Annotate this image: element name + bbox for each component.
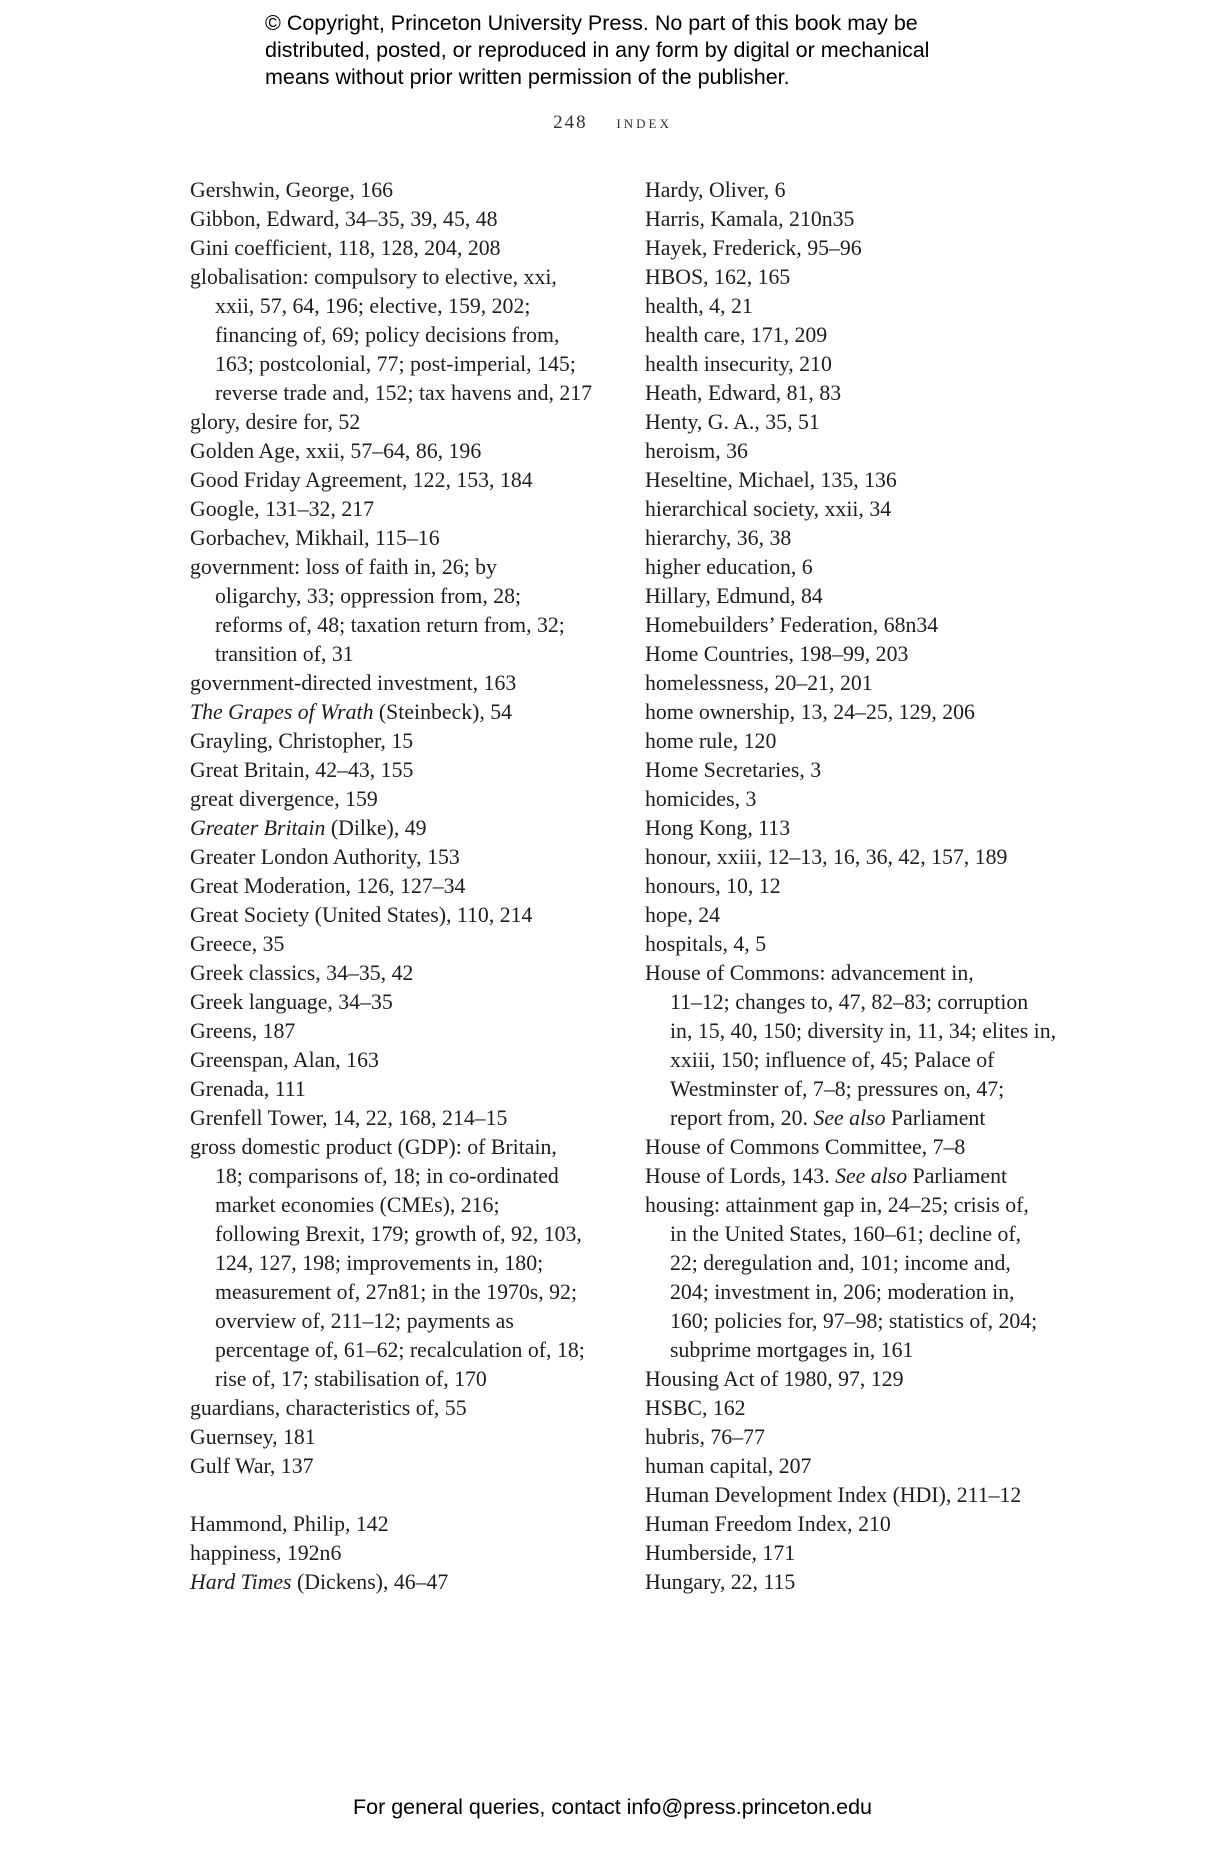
index-entry: Gorbachev, Mikhail, 115–16 bbox=[190, 526, 440, 550]
index-entry: health, 4, 21 bbox=[645, 294, 753, 318]
index-subentry-line: in the United States, 160–61; decline of, bbox=[670, 1222, 1022, 1246]
cross-reference: See also bbox=[813, 1106, 886, 1130]
index-subentry-line: overview of, 211–12; payments as bbox=[215, 1309, 514, 1333]
index-entry: Henty, G. A., 35, 51 bbox=[645, 410, 820, 434]
index-subentry-line: 163; postcolonial, 77; post-imperial, 145; bbox=[215, 352, 576, 376]
index-entry: Grenfell Tower, 14, 22, 168, 214–15 bbox=[190, 1106, 508, 1130]
index-entry: hubris, 76–77 bbox=[645, 1425, 765, 1449]
index-entry: Human Development Index (HDI), 211–12 bbox=[645, 1483, 1022, 1507]
index-entry: Google, 131–32, 217 bbox=[190, 497, 375, 521]
index-entry: home rule, 120 bbox=[645, 729, 777, 753]
entry-text: (Dilke), 49 bbox=[325, 816, 427, 840]
index-subentry-line: oligarchy, 33; oppression from, 28; bbox=[215, 584, 522, 608]
index-entry bbox=[190, 1568, 630, 1597]
running-head bbox=[0, 112, 1225, 134]
copyright-line: distributed, posted, or reproduced in any form by digital or mechanical bbox=[265, 38, 930, 62]
index-entry: Guernsey, 181 bbox=[190, 1425, 316, 1449]
index-subentry-line: xxiii, 150; influence of, 45; Palace of bbox=[670, 1048, 995, 1072]
cross-reference-target: Parliament bbox=[885, 1106, 986, 1130]
index-entry: Hong Kong, 113 bbox=[645, 816, 791, 840]
index-entry: Home Secretaries, 3 bbox=[645, 758, 822, 782]
index-entry: globalisation: compulsory to elective, xxi, bbox=[190, 265, 557, 289]
index-entry: Greek classics, 34–35, 42 bbox=[190, 961, 414, 985]
index-entry: hierarchy, 36, 38 bbox=[645, 526, 792, 550]
index-subentry-line: following Brexit, 179; growth of, 92, 103, bbox=[215, 1222, 582, 1246]
copyright-line: © Copyright, Princeton University Press. No part of this book may be bbox=[265, 11, 918, 35]
work-title: Hard Times bbox=[190, 1570, 292, 1594]
index-entry: Harris, Kamala, 210n35 bbox=[645, 207, 855, 231]
index-entry: Grayling, Christopher, 15 bbox=[190, 729, 414, 753]
index-entry: Greater London Authority, 153 bbox=[190, 845, 460, 869]
index-entry: homicides, 3 bbox=[645, 787, 757, 811]
index-entry: homelessness, 20–21, 201 bbox=[645, 671, 873, 695]
index-entry: Great Britain, 42–43, 155 bbox=[190, 758, 414, 782]
entry-text: House of Lords, 143. bbox=[645, 1164, 836, 1188]
cross-reference-target: Parliament bbox=[907, 1164, 1008, 1188]
index-entry: government-directed investment, 163 bbox=[190, 671, 517, 695]
index-entry bbox=[190, 698, 630, 727]
page-number: 248 bbox=[553, 112, 588, 133]
index-column-left bbox=[190, 176, 630, 1597]
index-entry: Hungary, 22, 115 bbox=[645, 1570, 796, 1594]
index-entry: higher education, 6 bbox=[645, 555, 813, 579]
index-entry: hierarchical society, xxii, 34 bbox=[645, 497, 892, 521]
copyright-notice bbox=[265, 10, 1005, 91]
entry-text: report from, 20. bbox=[670, 1106, 814, 1130]
index-subentry-line: reverse trade and, 152; tax havens and, 217 bbox=[215, 381, 593, 405]
cross-reference: See also bbox=[835, 1164, 908, 1188]
work-title: The Grapes of Wrath bbox=[190, 700, 374, 724]
index-entry: Hammond, Philip, 142 bbox=[190, 1512, 389, 1536]
entry-text: (Dickens), 46–47 bbox=[291, 1570, 449, 1594]
index-entry bbox=[190, 814, 630, 843]
index-entry: Grenada, 111 bbox=[190, 1077, 306, 1101]
index-subentry-line: 160; policies for, 97–98; statistics of, 204; bbox=[670, 1309, 1038, 1333]
index-entry: Greece, 35 bbox=[190, 932, 285, 956]
index-entry: House of Commons: advancement in, bbox=[645, 961, 974, 985]
index-entry: Hayek, Frederick, 95–96 bbox=[645, 236, 862, 260]
index-entry: Gibbon, Edward, 34–35, 39, 45, 48 bbox=[190, 207, 498, 231]
index-entry: happiness, 192n6 bbox=[190, 1541, 342, 1565]
index-entry: housing: attainment gap in, 24–25; crisis of, bbox=[645, 1193, 1029, 1217]
letter-group-gap bbox=[190, 1481, 630, 1510]
index-entry: Greenspan, Alan, 163 bbox=[190, 1048, 379, 1072]
index-entry: Gini coefficient, 118, 128, 204, 208 bbox=[190, 236, 501, 260]
index-entry: guardians, characteristics of, 55 bbox=[190, 1396, 467, 1420]
index-entry: Housing Act of 1980, 97, 129 bbox=[645, 1367, 904, 1391]
index-subentry-line: 22; deregulation and, 101; income and, bbox=[670, 1251, 1011, 1275]
index-subentry-line bbox=[645, 1104, 1085, 1133]
index-entry: Humberside, 171 bbox=[645, 1541, 796, 1565]
index-entry: Great Society (United States), 110, 214 bbox=[190, 903, 533, 927]
index-entry: HSBC, 162 bbox=[645, 1396, 746, 1420]
index-subentry-line: 204; investment in, 206; moderation in, bbox=[670, 1280, 1015, 1304]
index-entry: honours, 10, 12 bbox=[645, 874, 781, 898]
index-column-right bbox=[645, 176, 1085, 1597]
index-subentry-line: subprime mortgages in, 161 bbox=[670, 1338, 914, 1362]
index-subentry-line: measurement of, 27n81; in the 1970s, 92; bbox=[215, 1280, 578, 1304]
index-entry: Golden Age, xxii, 57–64, 86, 196 bbox=[190, 439, 482, 463]
index-subentry-line: 11–12; changes to, 47, 82–83; corruption bbox=[670, 990, 1029, 1014]
index-subentry-line: 18; comparisons of, 18; in co-ordinated bbox=[215, 1164, 559, 1188]
index-entry: honour, xxiii, 12–13, 16, 36, 42, 157, 189 bbox=[645, 845, 1008, 869]
index-entry: glory, desire for, 52 bbox=[190, 410, 361, 434]
index-entry: gross domestic product (GDP): of Britain, bbox=[190, 1135, 557, 1159]
index-subentry-line: reforms of, 48; taxation return from, 32; bbox=[215, 613, 565, 637]
index-entry: human capital, 207 bbox=[645, 1454, 812, 1478]
index-subentry-line: xxii, 57, 64, 196; elective, 159, 202; bbox=[215, 294, 531, 318]
index-subentry-line: market economies (CMEs), 216; bbox=[215, 1193, 500, 1217]
index-subentry-line: percentage of, 61–62; recalculation of, 18; bbox=[215, 1338, 585, 1362]
index-entry: Home Countries, 198–99, 203 bbox=[645, 642, 909, 666]
index-entry: Human Freedom Index, 210 bbox=[645, 1512, 891, 1536]
index-entry: HBOS, 162, 165 bbox=[645, 265, 791, 289]
index-entry: Gulf War, 137 bbox=[190, 1454, 314, 1478]
copyright-line: means without prior written permission of the publisher. bbox=[265, 65, 790, 89]
index-entry: Greens, 187 bbox=[190, 1019, 296, 1043]
index-subentry-line: rise of, 17; stabilisation of, 170 bbox=[215, 1367, 487, 1391]
entry-text: (Steinbeck), 54 bbox=[373, 700, 513, 724]
index-entry: great divergence, 159 bbox=[190, 787, 378, 811]
index-entry: health care, 171, 209 bbox=[645, 323, 828, 347]
index-entry: health insecurity, 210 bbox=[645, 352, 832, 376]
index-entry: government: loss of faith in, 26; by bbox=[190, 555, 497, 579]
index-entry bbox=[645, 1162, 1085, 1191]
index-subentry-line: financing of, 69; policy decisions from, bbox=[215, 323, 560, 347]
index-entry: Homebuilders’ Federation, 68n34 bbox=[645, 613, 939, 637]
index-entry: Heath, Edward, 81, 83 bbox=[645, 381, 842, 405]
index-entry: Gershwin, George, 166 bbox=[190, 178, 393, 202]
footer-contact: For general queries, contact info@press.princeton.edu bbox=[352, 1795, 872, 1819]
index-subentry-line: Westminster of, 7–8; pressures on, 47; bbox=[670, 1077, 1005, 1101]
index-entry: Hardy, Oliver, 6 bbox=[645, 178, 786, 202]
work-title: Greater Britain bbox=[190, 816, 326, 840]
index-entry: Hillary, Edmund, 84 bbox=[645, 584, 823, 608]
index-entry: Greek language, 34–35 bbox=[190, 990, 393, 1014]
index-entry: home ownership, 13, 24–25, 129, 206 bbox=[645, 700, 975, 724]
index-subentry-line: 124, 127, 198; improvements in, 180; bbox=[215, 1251, 544, 1275]
index-entry: House of Commons Committee, 7–8 bbox=[645, 1135, 966, 1159]
index-subentry-line: in, 15, 40, 150; diversity in, 11, 34; elites in, bbox=[670, 1019, 1057, 1043]
index-entry: hospitals, 4, 5 bbox=[645, 932, 767, 956]
index-entry: Heseltine, Michael, 135, 136 bbox=[645, 468, 897, 492]
index-entry: heroism, 36 bbox=[645, 439, 748, 463]
index-entry: Good Friday Agreement, 122, 153, 184 bbox=[190, 468, 533, 492]
index-entry: Great Moderation, 126, 127–34 bbox=[190, 874, 466, 898]
page-title: index bbox=[616, 112, 672, 133]
index-subentry-line: transition of, 31 bbox=[215, 642, 354, 666]
index-entry: hope, 24 bbox=[645, 903, 721, 927]
